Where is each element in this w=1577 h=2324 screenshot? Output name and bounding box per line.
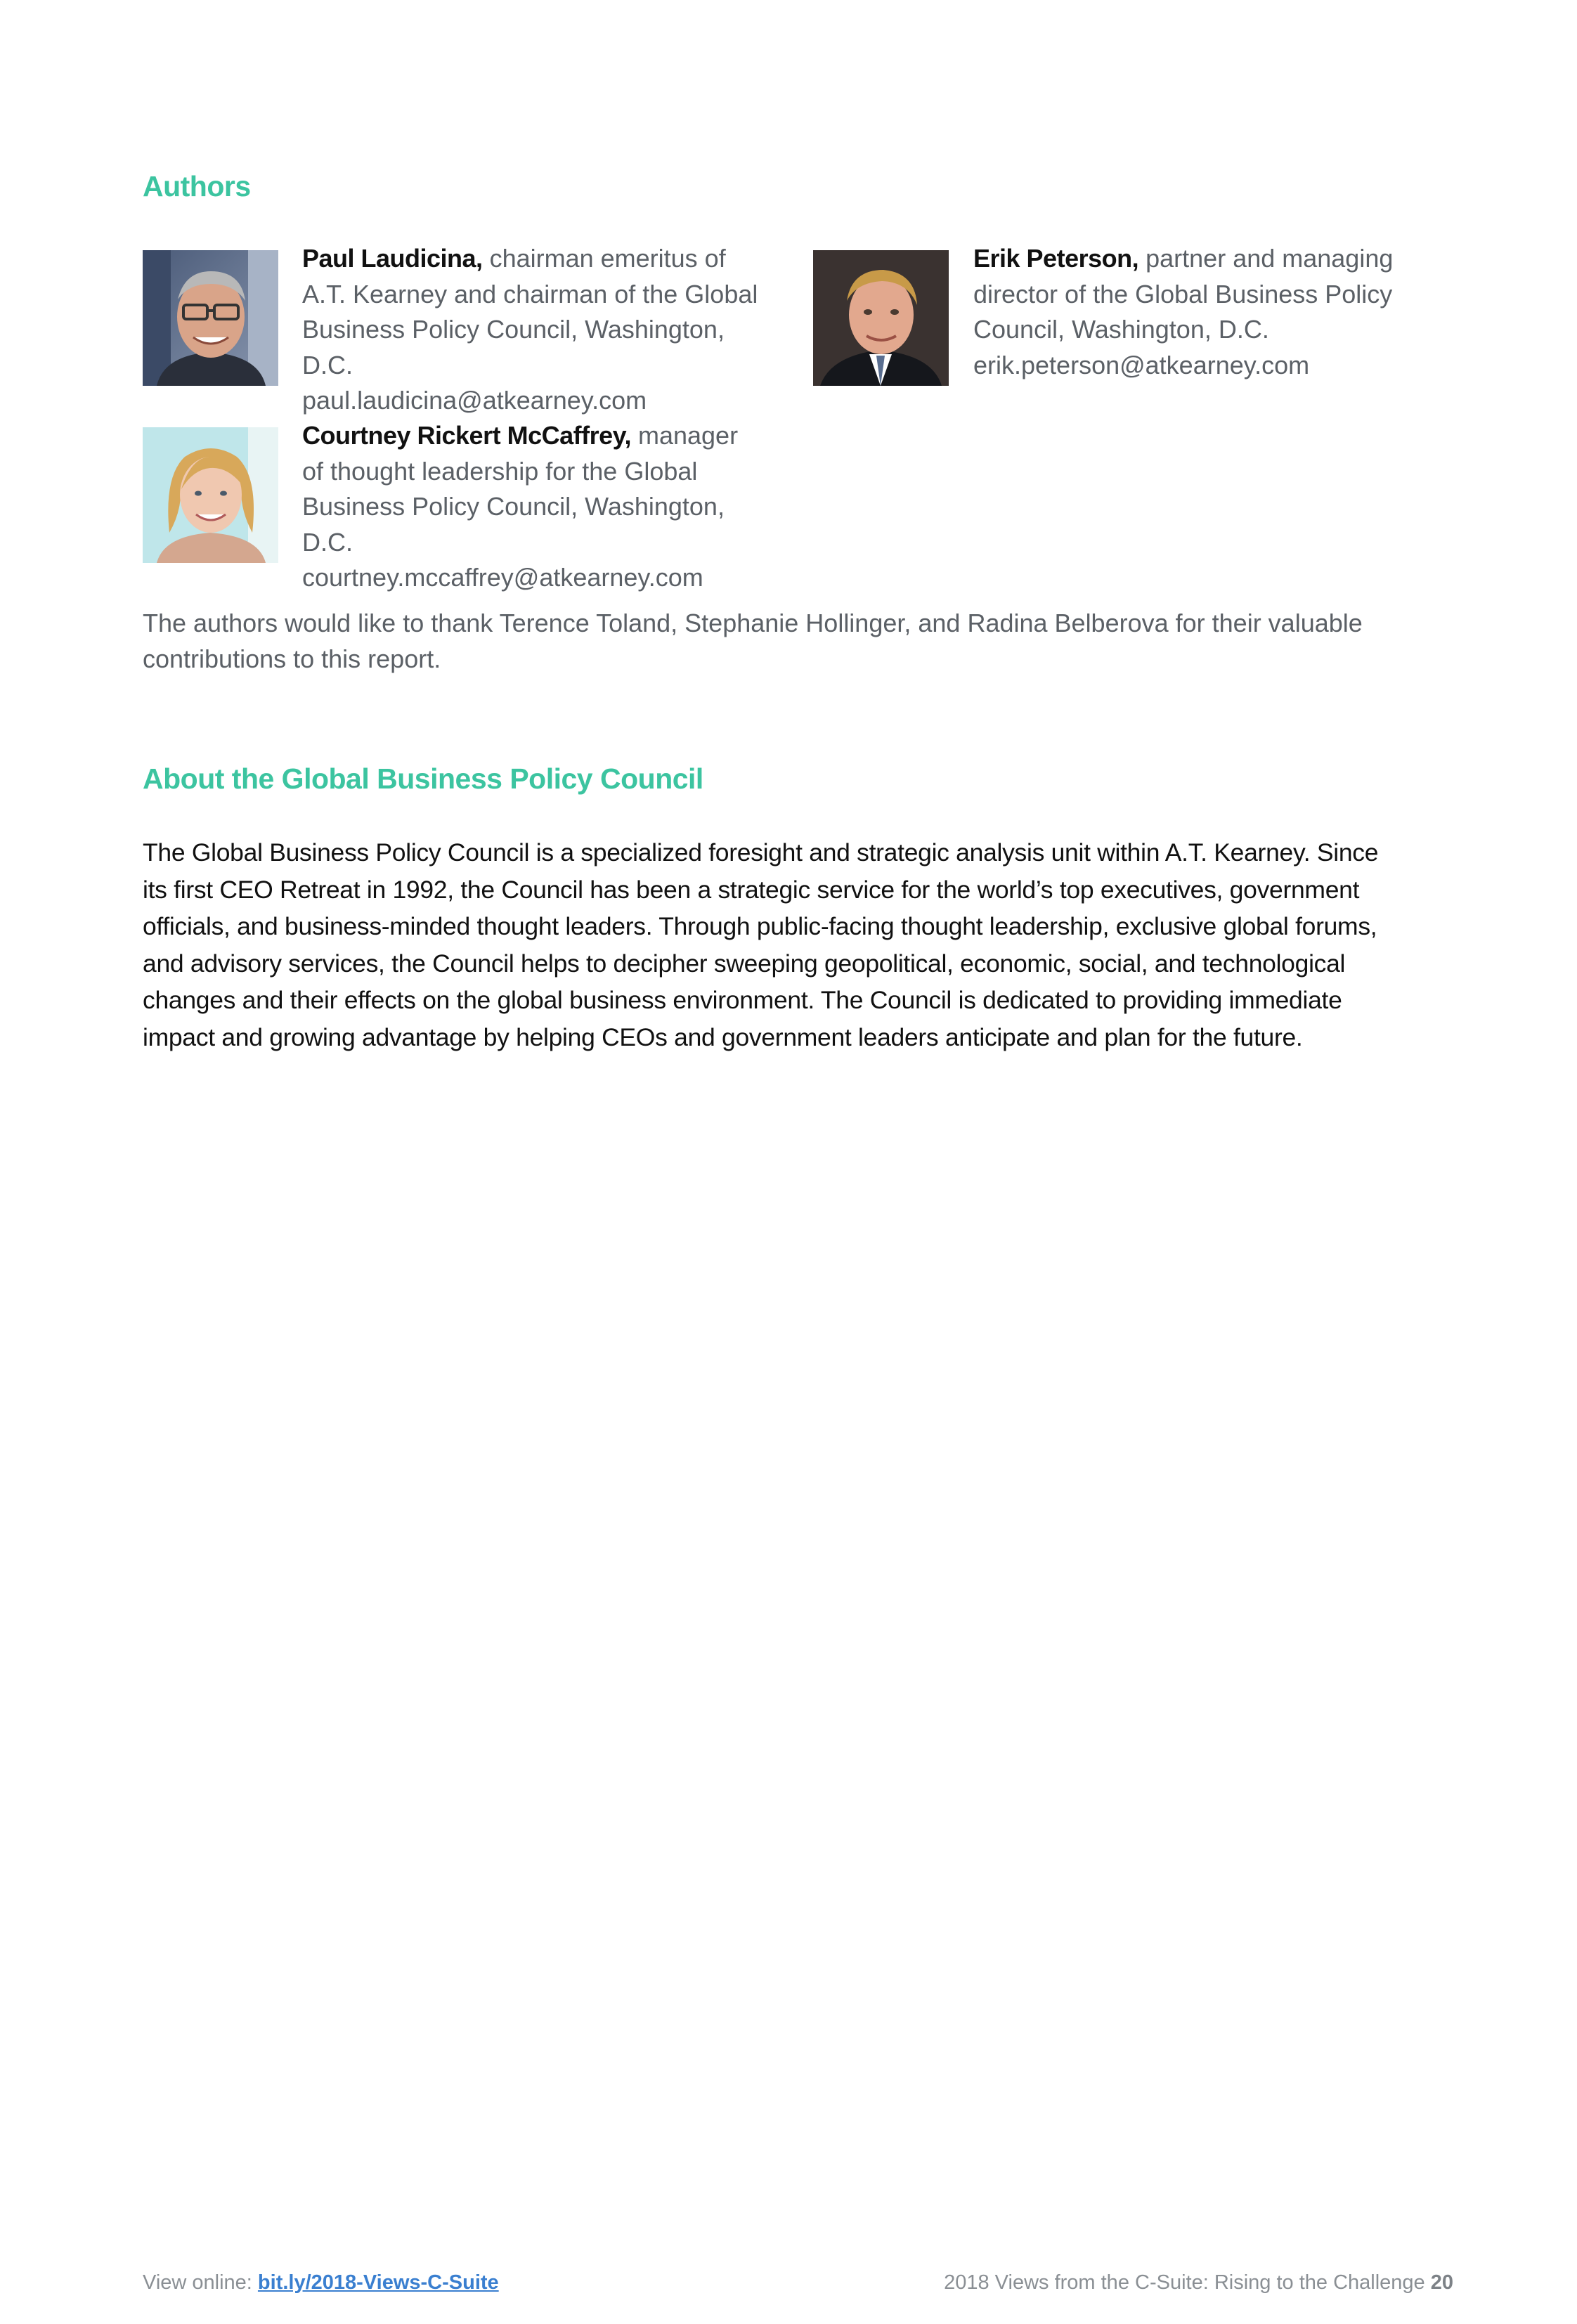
author-email[interactable]: erik.peterson@atkearney.com [973, 350, 1310, 379]
author-title-line: manager [637, 421, 739, 450]
author-name: Courtney Rickert McCaffrey, [302, 421, 631, 450]
about-line: changes and their effects on the global business environment. The Council is dedicated to providing immediate [143, 986, 1342, 1014]
acknowledgements-line: contributions to this report. [143, 644, 441, 673]
author-title-line: Council, Washington, D.C. [973, 315, 1269, 344]
about-line: The Global Business Policy Council is a specialized foresight and strategic analysis unit within A.T. Kearney. Since [143, 838, 1379, 866]
authors-heading: Authors [143, 170, 251, 202]
acknowledgements [143, 605, 1478, 677]
about-body [143, 834, 1478, 1056]
author-bio-courtney-mccaffrey [302, 418, 780, 596]
photo-paul-laudicina [143, 250, 278, 386]
footer-report-title [944, 2271, 1453, 2294]
author-title-line: A.T. Kearney and chairman of the Global [302, 279, 758, 309]
author-email[interactable]: paul.laudicina@atkearney.com [302, 386, 647, 415]
acknowledgements-line: The authors would like to thank Terence Toland, Stephanie Hollinger, and Radina Belberova for their valuable [143, 609, 1363, 637]
author-title-line: of thought leadership for the Global [302, 456, 698, 486]
author-bio-erik-peterson [973, 241, 1451, 383]
view-online-label: View online: [143, 2271, 252, 2294]
author-bio-paul-laudicina [302, 241, 780, 419]
author-email[interactable]: courtney.mccaffrey@atkearney.com [302, 563, 703, 592]
report-title: 2018 Views from the C-Suite: Rising to the Challenge [944, 2271, 1425, 2294]
page-number: 20 [1430, 2271, 1453, 2294]
about-heading: About the Global Business Policy Council [143, 762, 703, 795]
about-line: impact and growing advantage by helping CEOs and government leaders anticipate and plan for the future. [143, 1023, 1303, 1051]
author-title-line: director of the Global Business Policy [973, 279, 1393, 309]
about-line: and advisory services, the Council helps to decipher sweeping geopolitical, economic, social, and technological [143, 949, 1346, 978]
author-title-line: partner and managing [1146, 244, 1394, 273]
about-line: officials, and business-minded thought leaders. Through public-facing thought leadership, exclusive global forums, [143, 912, 1377, 940]
author-name: Erik Peterson, [973, 244, 1139, 273]
author-name: Paul Laudicina, [302, 244, 483, 273]
photo-courtney-mccaffrey [143, 427, 278, 563]
photo-erik-peterson [813, 250, 949, 386]
author-title-line: Business Policy Council, Washington, D.C. [302, 315, 725, 379]
about-line: its first CEO Retreat in 1992, the Council has been a strategic service for the world’s top executives, government [143, 875, 1360, 904]
footer-view-online [143, 2271, 499, 2294]
report-link[interactable]: bit.ly/2018-Views-C-Suite [257, 2271, 499, 2294]
author-title-line: Business Policy Council, Washington, D.C. [302, 492, 725, 557]
author-title-line: chairman emeritus of [489, 244, 726, 273]
